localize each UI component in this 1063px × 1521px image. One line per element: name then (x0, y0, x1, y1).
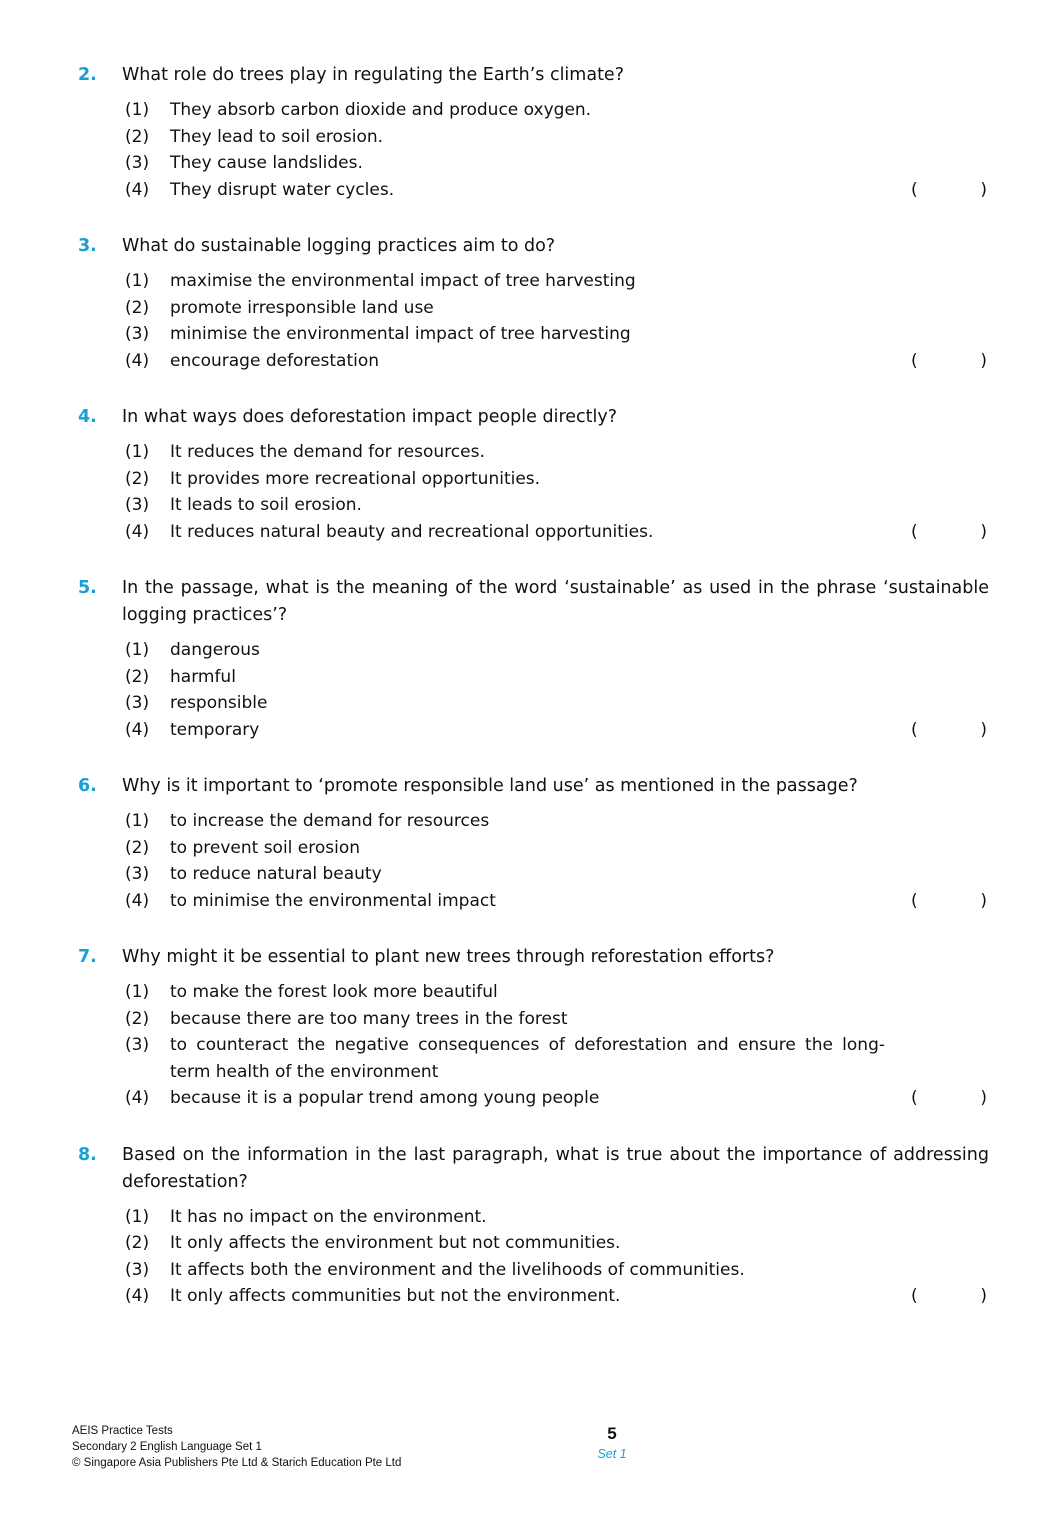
option-text: harmful (170, 666, 236, 687)
option-text: They disrupt water cycles. (170, 179, 395, 200)
question-number: 7. (78, 947, 97, 967)
option-row[interactable] (122, 519, 991, 546)
question-text: What do sustainable logging practices aim to do? (122, 236, 556, 256)
option-label: (1) (125, 640, 150, 660)
option-label: (4) (125, 1088, 150, 1108)
option-row[interactable] (122, 466, 991, 493)
option-row[interactable] (122, 321, 991, 348)
option-list (122, 1204, 991, 1310)
option-row[interactable] (122, 808, 991, 835)
answer-bracket[interactable] (895, 717, 991, 744)
option-label: (3) (125, 693, 150, 713)
option-row[interactable] (122, 150, 991, 177)
option-row[interactable] (122, 1204, 991, 1231)
option-label: (3) (125, 324, 150, 344)
option-text: It provides more recreational opportunities. (170, 468, 541, 489)
option-label: (4) (125, 350, 150, 371)
footer-credits (72, 1423, 401, 1471)
option-label: (2) (125, 666, 150, 687)
question-text: What role do trees play in regulating the Earth’s climate? (122, 65, 624, 85)
option-label: (3) (125, 864, 150, 884)
answer-bracket-open: ( (911, 1286, 918, 1306)
option-list (122, 97, 991, 203)
set-label: Set 1 (597, 1447, 627, 1461)
answer-bracket[interactable] (895, 177, 991, 204)
option-label: (3) (125, 153, 150, 173)
option-label: (2) (125, 1233, 150, 1253)
question-block (72, 62, 991, 203)
question-text: In the passage, what is the meaning of the word ‘sustainable’ as used in the phrase ‘sustainable logging practices’? (122, 578, 989, 625)
question-block (72, 944, 991, 1112)
question-body (122, 404, 991, 545)
answer-bracket-open: ( (911, 350, 918, 371)
question-body (122, 62, 991, 203)
option-text: dangerous (170, 640, 260, 660)
question-text: Based on the information in the last paragraph, what is true about the importance of addressing deforestation? (122, 1144, 989, 1192)
option-row[interactable] (122, 1032, 991, 1085)
question-body (122, 773, 991, 914)
option-row[interactable] (122, 835, 991, 862)
option-text: They absorb carbon dioxide and produce oxygen. (170, 100, 592, 120)
option-row[interactable] (122, 1257, 991, 1284)
option-label: (1) (125, 1206, 150, 1227)
option-text: They lead to soil erosion. (170, 126, 384, 147)
option-label: (4) (125, 1286, 150, 1306)
question-number: 3. (78, 236, 97, 256)
option-label: (3) (125, 1259, 150, 1280)
answer-bracket[interactable] (895, 1085, 991, 1112)
option-list (122, 637, 991, 743)
option-label: (2) (125, 126, 150, 147)
question-body (122, 1142, 991, 1310)
option-label: (1) (125, 100, 150, 120)
footer-line-3: © Singapore Asia Publishers Pte Ltd & Starich Education Pte Ltd (72, 1457, 402, 1469)
option-row[interactable] (122, 861, 991, 888)
option-list (122, 808, 991, 914)
option-list (122, 268, 991, 374)
option-label: (1) (125, 271, 150, 291)
option-text: responsible (170, 693, 268, 713)
option-text: minimise the environmental impact of tree harvesting (170, 324, 631, 344)
question-body (122, 944, 991, 1112)
option-text: promote irresponsible land use (170, 297, 434, 318)
option-row[interactable] (122, 888, 991, 915)
question-body (122, 575, 991, 743)
option-text: temporary (170, 719, 260, 740)
page-number: 5 (607, 1424, 617, 1443)
option-row[interactable] (122, 97, 991, 124)
answer-bracket-open: ( (911, 719, 918, 740)
option-label: (4) (125, 719, 150, 740)
question-number: 8. (78, 1144, 97, 1165)
page-footer (72, 1423, 991, 1483)
option-text: to minimise the environmental impact (170, 890, 496, 911)
option-label: (2) (125, 468, 150, 489)
option-row[interactable] (122, 1085, 991, 1112)
answer-bracket[interactable] (895, 888, 991, 915)
question-block (72, 773, 991, 914)
option-row[interactable] (122, 690, 991, 717)
answer-bracket-open: ( (911, 179, 918, 200)
option-text: It only affects the environment but not communities. (170, 1233, 621, 1253)
option-row[interactable] (122, 1006, 991, 1033)
option-text: to increase the demand for resources (170, 811, 490, 831)
answer-bracket[interactable] (895, 1283, 991, 1310)
question-number: 2. (78, 65, 97, 85)
option-list (122, 979, 991, 1112)
question-number: 5. (78, 578, 97, 598)
question-number: 4. (78, 407, 97, 427)
option-row[interactable] (122, 1283, 991, 1310)
answer-bracket[interactable] (895, 519, 991, 546)
answer-bracket-close: ) (980, 1286, 987, 1306)
answer-bracket-open: ( (911, 1088, 918, 1108)
option-row[interactable] (122, 177, 991, 204)
option-row[interactable] (122, 268, 991, 295)
option-label: (4) (125, 890, 150, 911)
option-row[interactable] (122, 124, 991, 151)
question-text: Why might it be essential to plant new trees through reforestation efforts? (122, 947, 775, 967)
footer-page-info (402, 1423, 822, 1463)
option-row[interactable] (122, 1230, 991, 1257)
option-label: (2) (125, 837, 150, 858)
question-block (72, 575, 991, 743)
option-text: They cause landslides. (170, 153, 363, 173)
option-row[interactable] (122, 348, 991, 375)
answer-bracket-open: ( (911, 521, 918, 542)
answer-bracket-close: ) (980, 350, 987, 371)
answer-bracket-close: ) (980, 521, 987, 542)
option-text: because it is a popular trend among young people (170, 1088, 600, 1108)
question-list (72, 62, 991, 1310)
option-text: It leads to soil erosion. (170, 495, 362, 515)
option-label: (3) (125, 1035, 150, 1055)
option-text: It has no impact on the environment. (170, 1206, 487, 1227)
option-text: It reduces the demand for resources. (170, 442, 485, 462)
answer-bracket-close: ) (980, 179, 987, 200)
option-label: (1) (125, 982, 150, 1002)
question-text: In what ways does deforestation impact people directly? (122, 407, 618, 427)
question-block (72, 1142, 991, 1310)
option-label: (4) (125, 521, 150, 542)
option-text: to prevent soil erosion (170, 837, 361, 858)
answer-bracket-close: ) (980, 1088, 987, 1108)
answer-bracket-open: ( (911, 890, 918, 911)
question-block (72, 404, 991, 545)
answer-bracket-close: ) (980, 719, 987, 740)
option-text: to reduce natural beauty (170, 864, 382, 884)
option-label: (3) (125, 495, 150, 515)
option-row[interactable] (122, 717, 991, 744)
option-text: to counteract the negative consequences of deforestation and ensure the long-term health of the environment (170, 1035, 885, 1082)
question-number: 6. (78, 776, 97, 796)
footer-line-2: Secondary 2 English Language Set 1 (72, 1441, 262, 1453)
question-block (72, 233, 991, 374)
footer-line-1: AEIS Practice Tests (72, 1425, 173, 1437)
option-list (122, 439, 991, 545)
option-label: (4) (125, 179, 150, 200)
option-row[interactable] (122, 637, 991, 664)
question-text: Why is it important to ‘promote responsible land use’ as mentioned in the passage? (122, 776, 858, 796)
option-label: (2) (125, 1008, 150, 1029)
option-label: (2) (125, 297, 150, 318)
option-text: encourage deforestation (170, 350, 380, 371)
option-text: to make the forest look more beautiful (170, 982, 498, 1002)
option-row[interactable] (122, 979, 991, 1006)
answer-bracket[interactable] (895, 348, 991, 375)
option-label: (1) (125, 811, 150, 831)
answer-bracket-close: ) (980, 890, 987, 911)
option-text: maximise the environmental impact of tree harvesting (170, 271, 636, 291)
option-text: because there are too many trees in the forest (170, 1008, 568, 1029)
option-label: (1) (125, 442, 150, 462)
option-text: It reduces natural beauty and recreational opportunities. (170, 521, 654, 542)
option-row[interactable] (122, 295, 991, 322)
option-text: It affects both the environment and the livelihoods of communities. (170, 1259, 745, 1280)
option-row[interactable] (122, 664, 991, 691)
question-body (122, 233, 991, 374)
option-row[interactable] (122, 492, 991, 519)
option-text: It only affects communities but not the environment. (170, 1286, 621, 1306)
option-row[interactable] (122, 439, 991, 466)
